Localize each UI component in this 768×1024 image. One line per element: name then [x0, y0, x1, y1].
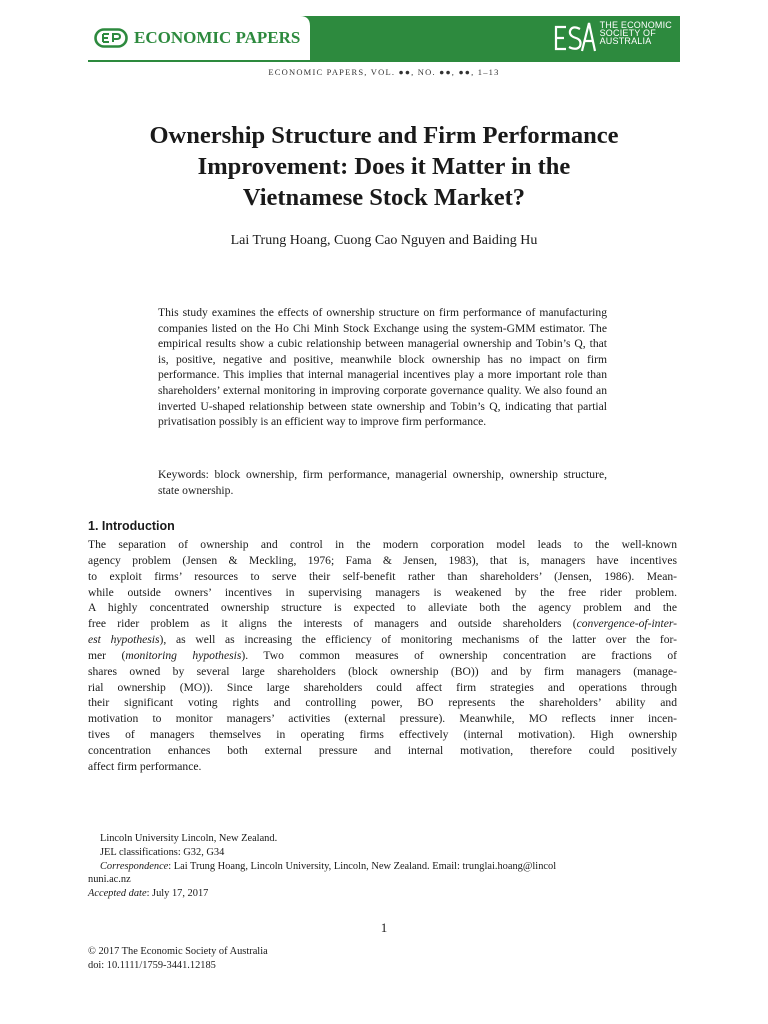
- accepted-text: : July 17, 2017: [146, 888, 209, 900]
- correspondence-text[interactable]: : Lai Trung Hoang, Lincoln University, Lincoln, New Zealand. Email: trunglai.hoang@lincol: [168, 860, 557, 872]
- italic-term: monitoring hypothesis: [125, 648, 242, 662]
- page-number: 1: [380, 920, 388, 935]
- accepted-note: [88, 887, 677, 901]
- body-text-segment: mer (: [88, 648, 126, 662]
- correspondence-note: [88, 860, 677, 874]
- body-line: motivation to monitor managers’ activities (external pressure). Meanwhile, MO reflects inner incen-: [88, 712, 677, 726]
- body-line: tives of managers themselves in operating firms effectively (internal motivation). High ownership: [88, 728, 677, 742]
- title-line-1: Ownership Structure and Firm Performance: [149, 122, 619, 149]
- author-list: Lai Trung Hoang, Cuong Cao Nguyen and Baiding Hu: [230, 233, 538, 248]
- keywords: Keywords: block ownership, firm performance, managerial ownership, ownership structure, state ownership.: [158, 468, 607, 497]
- body-line: their significant voting rights and controlling power, BO represents the shareholders’ ability and: [88, 696, 677, 710]
- society-name-line-3: AUSTRALIA: [599, 36, 652, 46]
- body-line: [88, 632, 677, 648]
- introduction-body: [88, 537, 677, 775]
- body-text-segment: ). Two common measures of ownership concentration are fractions of: [241, 648, 677, 662]
- copyright-block: [88, 945, 268, 973]
- journal-logo[interactable]: [94, 28, 300, 48]
- body-line: [88, 616, 677, 632]
- body-line: The separation of ownership and control in the modern corporation model leads to the well-known: [88, 538, 677, 551]
- title-line-3: Vietnamese Stock Market?: [242, 184, 526, 211]
- correspondence-label: Correspondence: [100, 860, 169, 872]
- accepted-label: Accepted date: [88, 888, 147, 900]
- ep-logo-icon: [94, 28, 128, 48]
- body-line: rial ownership (MO)). Since large shareholders could affect firm strategies and operations through: [88, 680, 677, 694]
- body-text-segment: free rider problem as it aligns the interests of managers and outside shareholders (: [88, 617, 577, 631]
- society-name-line-2: SOCIETY OF: [599, 28, 656, 38]
- copyright-line: © 2017 The Economic Society of Australia: [88, 946, 268, 957]
- body-text-segment: ), as well as increasing the efficiency of monitoring mechanisms of the latter over the for-: [159, 633, 677, 647]
- body-line: while outside owners’ incentives in supervising managers is weakened by the free rider problem.: [88, 585, 677, 599]
- correspondence-continuation[interactable]: nuni.ac.nz: [88, 874, 131, 886]
- abstract: This study examines the effects of ownership structure on firm performance of manufacturing companies listed on the Ho Chi Minh Stock Exchange using the system-GMM estimator. The empirical results show a cubic relationship between managerial ownership and Tobin’s Q, that is, positive, negative and positive, meanwhile block ownership has no impact on firm performance. This implies that internal managerial incentives play a more important role than shareholders’ external monitoring in improving corporate governance quality. We also found an inverted U-shaped relationship between state ownership and Tobin’s Q, indicating that partial privatisation possibly is an efficient way to improve firm performance.: [158, 306, 607, 429]
- journal-name: ECONOMIC PAPERS: [134, 28, 301, 47]
- section-heading-introduction: 1. Introduction: [88, 519, 175, 533]
- body-line: to exploit firms’ resources to serve their self-benefit rather than shareholders’ (Jensen, 1986). Mean-: [88, 569, 677, 583]
- running-head: ECONOMIC PAPERS, VOL. ●●, NO. ●●, ●●, 1–13: [268, 67, 500, 77]
- article-title: [60, 120, 708, 213]
- italic-term: convergence-of-inter-: [576, 617, 677, 631]
- body-line: shares owned by several large shareholders (block ownership (BO)) and by firm managers (manage-: [88, 664, 677, 678]
- body-line: agency problem (Jensen & Meckling, 1976; Fama & Jensen, 1983), that is, managers have incentives: [88, 553, 677, 567]
- footnotes: [88, 832, 677, 901]
- society-name-line-1: THE ECONOMIC: [599, 20, 672, 30]
- body-line: concentration enhances both external pressure and internal motivation, therefore could positively: [88, 743, 677, 757]
- jel-note: JEL classifications: G32, G34: [100, 846, 225, 858]
- body-line: [88, 648, 677, 664]
- affiliation-note: Lincoln University Lincoln, New Zealand.: [100, 833, 278, 844]
- journal-banner: [88, 16, 680, 62]
- title-line-2: Improvement: Does it Matter in the: [197, 153, 571, 180]
- doi-line[interactable]: doi: 10.1111/1759-3441.12185: [88, 960, 216, 971]
- society-name: [600, 21, 672, 45]
- body-line: affect firm performance.: [88, 759, 202, 773]
- italic-term: est hypothesis: [88, 633, 160, 647]
- society-logo[interactable]: [552, 19, 672, 57]
- esa-logo-icon: [552, 19, 596, 57]
- body-line: A highly concentrated ownership structure is expected to alleviate both the agency problem and the: [88, 601, 677, 615]
